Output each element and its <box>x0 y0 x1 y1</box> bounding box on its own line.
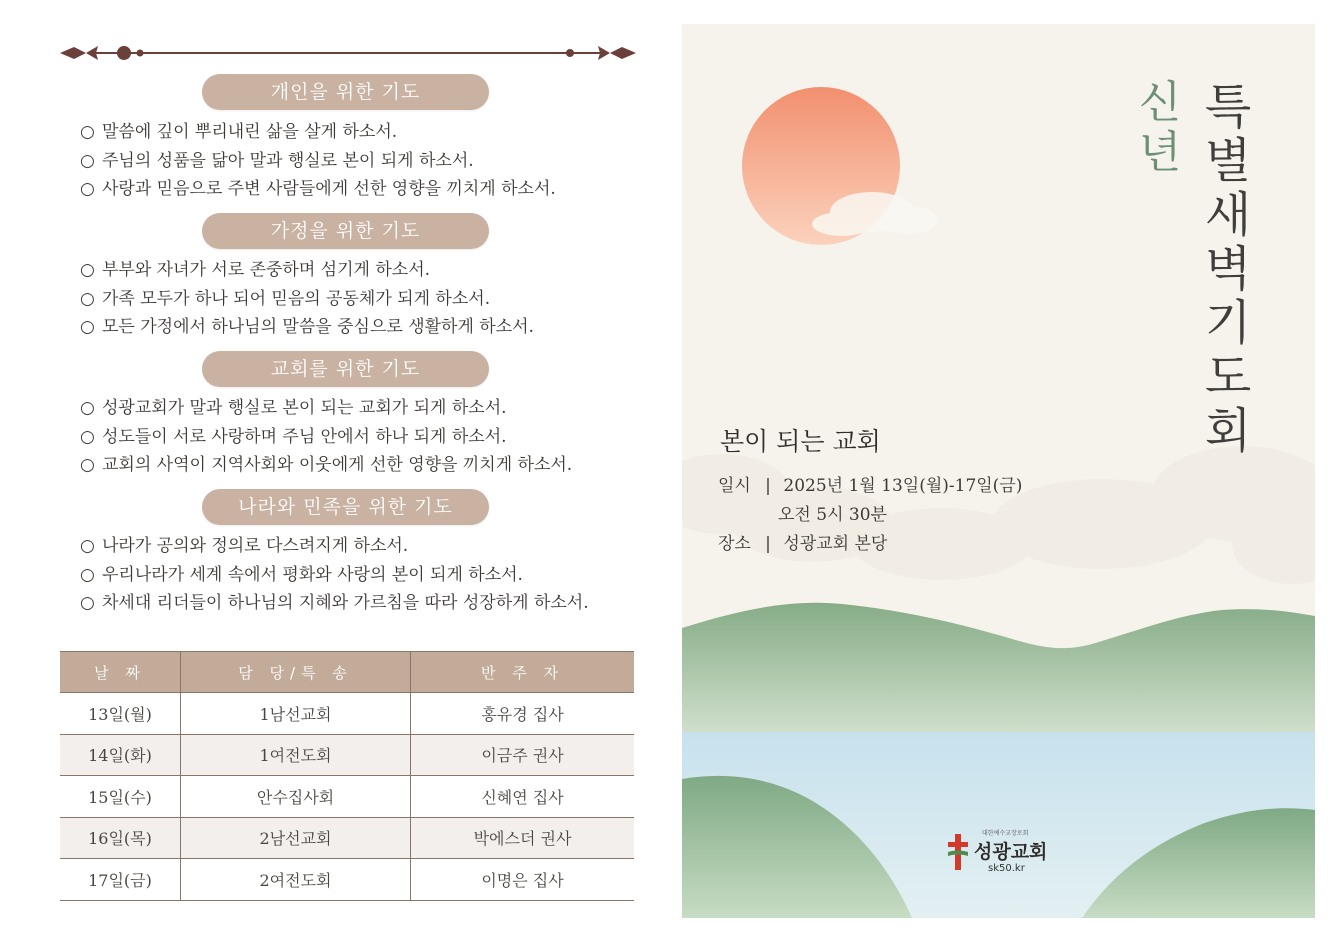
title-char: 신 <box>1138 77 1182 128</box>
title-char: 년 <box>1138 127 1182 178</box>
cell-accompanist: 신혜연 집사 <box>411 776 635 818</box>
cell-leader: 2남선교회 <box>181 817 411 859</box>
cell-date: 16일(목) <box>60 817 181 859</box>
cross-icon <box>946 832 970 872</box>
title-char: 기 <box>1204 295 1252 351</box>
hills-shape <box>682 603 1315 732</box>
list-item: ○ 차세대 리더들이 하나님의 지혜와 가르침을 따라 성장하게 하소서. <box>80 593 589 613</box>
table-row <box>60 734 634 776</box>
title-char: 도 <box>1204 349 1252 405</box>
list-item: ○ 모든 가정에서 하나님의 말씀을 중심으로 생활하게 하소서. <box>80 317 534 337</box>
list-item: ○ 부부와 자녀가 서로 존중하며 섬기게 하소서. <box>80 260 431 280</box>
table-header-row <box>60 652 634 693</box>
theme-subtitle: 본이 되는 교회 <box>720 427 881 456</box>
title-sub <box>1132 78 1188 178</box>
cell-leader: 2여전도회 <box>181 859 411 901</box>
list-item: ○ 사랑과 믿음으로 주변 사람들에게 선한 영향을 끼치게 하소서. <box>80 179 556 199</box>
section-title-church: 교회를 위한 기도 <box>202 351 489 387</box>
table-row <box>60 776 634 818</box>
cell-leader: 안수집사회 <box>181 776 411 818</box>
table-row <box>60 859 634 901</box>
list-item: ○ 성도들이 서로 사랑하며 주님 안에서 하나 되게 하소서. <box>80 426 507 447</box>
header-date: 날 짜 <box>60 652 181 693</box>
cell-date: 17일(금) <box>60 859 181 901</box>
cell-leader: 1여전도회 <box>181 734 411 776</box>
cell-accompanist: 이명은 집사 <box>411 859 635 901</box>
cell-accompanist: 이금주 권사 <box>411 734 635 776</box>
cell-accompanist: 홍유경 집사 <box>411 693 635 735</box>
title-char: 특 <box>1204 79 1252 135</box>
schedule-table <box>60 651 634 901</box>
list-item: ○ 주님의 성품을 닮아 말과 행실로 본이 되게 하소서. <box>80 150 474 171</box>
title-char: 별 <box>1204 133 1252 189</box>
list-item: ○ 교회의 사역이 지역사회와 이웃에게 선한 영향을 끼치게 하소서. <box>80 455 573 475</box>
cell-date: 13일(월) <box>60 693 181 735</box>
list-item: ○ 말씀에 깊이 뿌리내린 삶을 살게 하소서. <box>80 122 398 142</box>
time-line: 오전 5시 30분 <box>778 505 887 525</box>
list-item: ○ 성광교회가 말과 행실로 본이 되는 교회가 되게 하소서. <box>80 398 507 418</box>
header-accompanist: 반 주 자 <box>411 652 635 693</box>
list-item: ○ 나라가 공의와 정의로 다스려지게 하소서. <box>80 536 409 556</box>
church-logo: 대한예수교장로회 성광교회 sk50.kr <box>946 828 1066 878</box>
ornament-divider <box>58 38 638 68</box>
title-main <box>1198 80 1258 458</box>
prayer-list-nation <box>80 532 660 618</box>
section-title-family: 가정을 위한 기도 <box>202 213 489 249</box>
title-char: 새 <box>1204 187 1252 243</box>
cell-accompanist: 박에스더 권사 <box>411 817 635 859</box>
list-item: ○ 우리나라가 세계 속에서 평화와 사랑의 본이 되게 하소서. <box>80 564 523 585</box>
cell-date: 15일(수) <box>60 776 181 818</box>
prayer-list-church <box>80 394 660 480</box>
header-leader: 담 당/특 송 <box>181 652 411 693</box>
cover-panel <box>682 24 1315 918</box>
title-char: 회 <box>1204 403 1252 459</box>
prayer-list-personal <box>80 118 660 204</box>
list-item: ○ 가족 모두가 하나 되어 믿음의 공동체가 되게 하소서. <box>80 288 491 309</box>
cell-leader: 1남선교회 <box>181 693 411 735</box>
place-line: 장소 | 성광교회 본당 <box>718 534 888 554</box>
cell-date: 14일(화) <box>60 734 181 776</box>
section-title-nation: 나라와 민족을 위한 기도 <box>202 489 489 525</box>
table-row <box>60 817 634 859</box>
prayer-list-family <box>80 256 660 342</box>
title-char: 벽 <box>1204 241 1252 297</box>
date-line: 일시 | 2025년 1월 13일(월)-17일(금) <box>718 476 1023 496</box>
table-row <box>60 693 634 735</box>
section-title-personal: 개인을 위한 기도 <box>202 74 489 110</box>
